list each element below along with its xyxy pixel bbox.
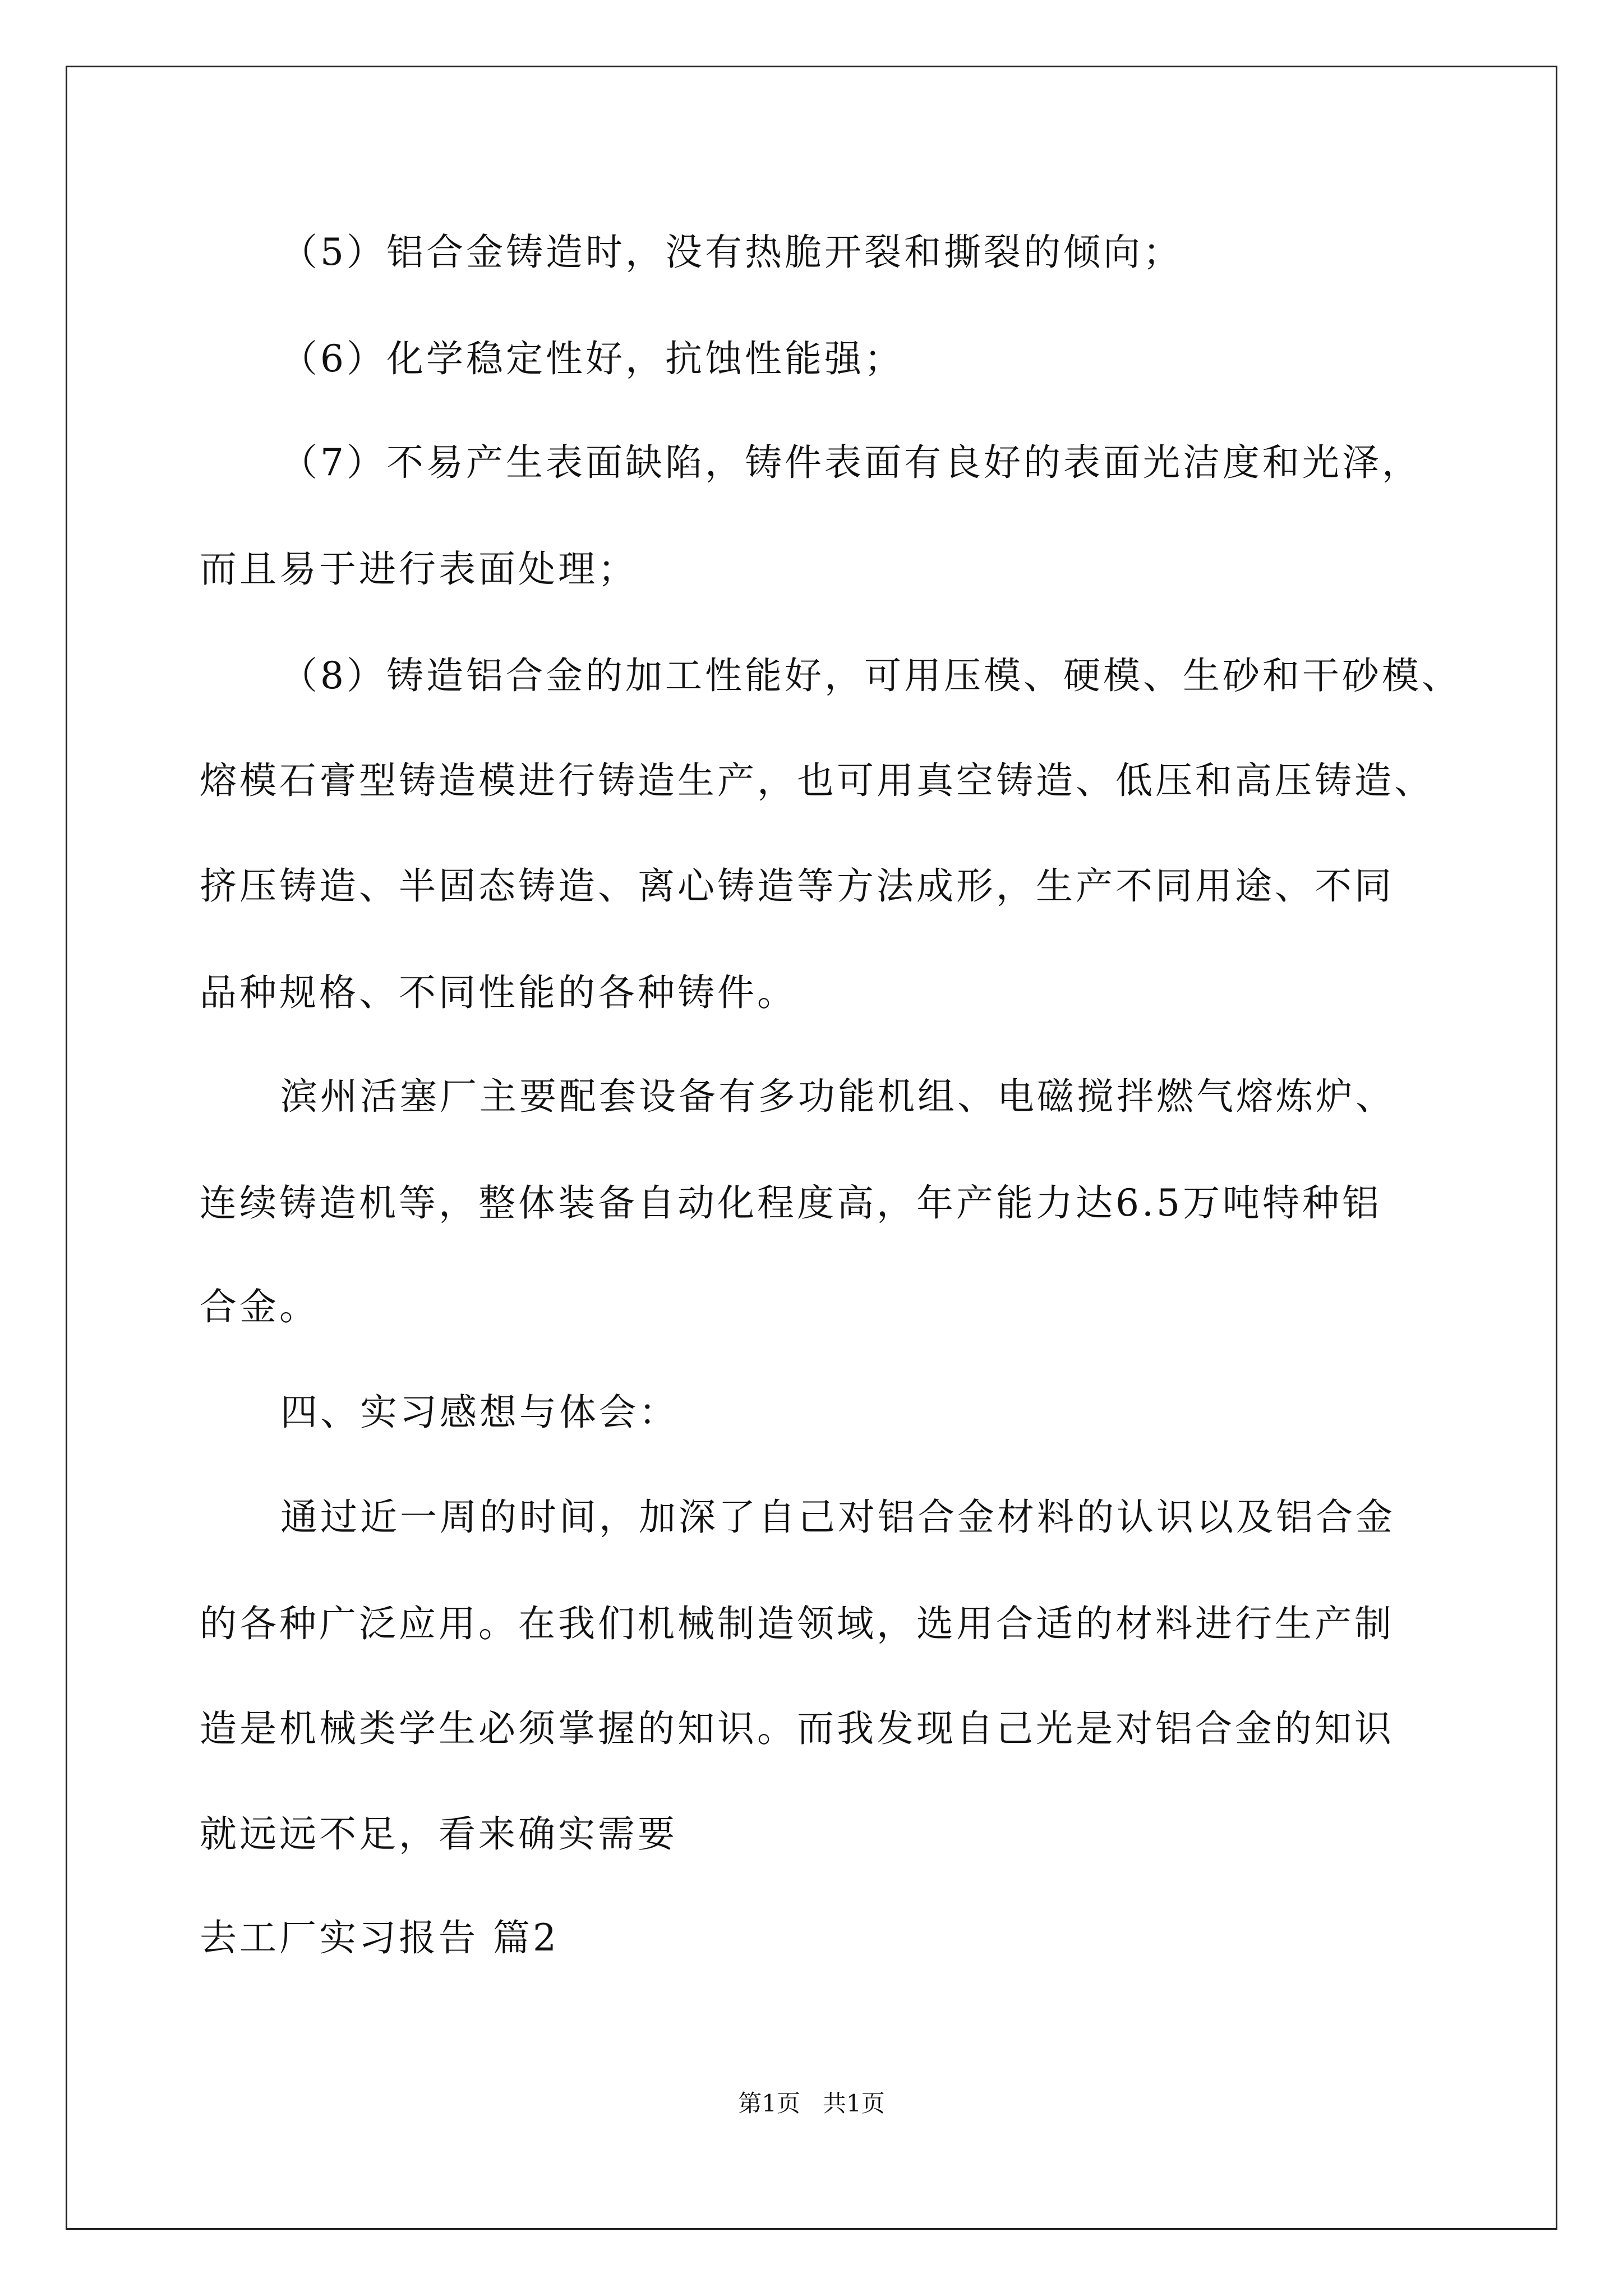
- text-line: 合金。: [200, 1285, 319, 1328]
- text-line: 滨州活塞厂主要配套设备有多功能机组、电磁搅拌燃气熔炼炉、: [280, 1075, 1395, 1118]
- section-heading: 四、实习感想与体会：: [280, 1391, 679, 1434]
- text-line: 通过近一周的时间，加深了自己对铝合金材料的认识以及铝合金: [280, 1496, 1395, 1539]
- text-line: （5）铝合金铸造时，没有热脆开裂和撕裂的倾向；: [280, 231, 1183, 274]
- text-line: 连续铸造机等，整体装备自动化程度高，年产能力达6.5万吨特种铝: [200, 1181, 1382, 1225]
- text-line: （7）不易产生表面缺陷，铸件表面有良好的表面光洁度和光泽，: [280, 441, 1422, 484]
- text-line: 的各种广泛应用。在我们机械制造领域，选用合适的材料进行生产制: [200, 1602, 1394, 1645]
- text-line: 而且易于进行表面处理；: [200, 547, 638, 591]
- page-border: [66, 66, 1557, 2230]
- text-line: 熔模石膏型铸造模进行铸造生产，也可用真空铸造、低压和高压铸造、: [200, 759, 1434, 802]
- report-title: 去工厂实习报告 篇2: [200, 1916, 559, 1959]
- text-line: （8）铸造铝合金的加工性能好，可用压模、硬模、生砂和干砂模、: [280, 654, 1461, 697]
- text-line: 就远远不足，看来确实需要: [200, 1812, 677, 1856]
- text-line: 造是机械类学生必须掌握的知识。而我发现自己光是对铝合金的知识: [200, 1707, 1394, 1750]
- text-line: 品种规格、不同性能的各种铸件。: [200, 971, 797, 1014]
- page-footer: 第1页 共1页: [738, 2090, 885, 2117]
- text-line: 挤压铸造、半固态铸造、离心铸造等方法成形，生产不同用途、不同: [200, 864, 1394, 908]
- text-line: （6）化学稳定性好，抗蚀性能强；: [280, 337, 904, 380]
